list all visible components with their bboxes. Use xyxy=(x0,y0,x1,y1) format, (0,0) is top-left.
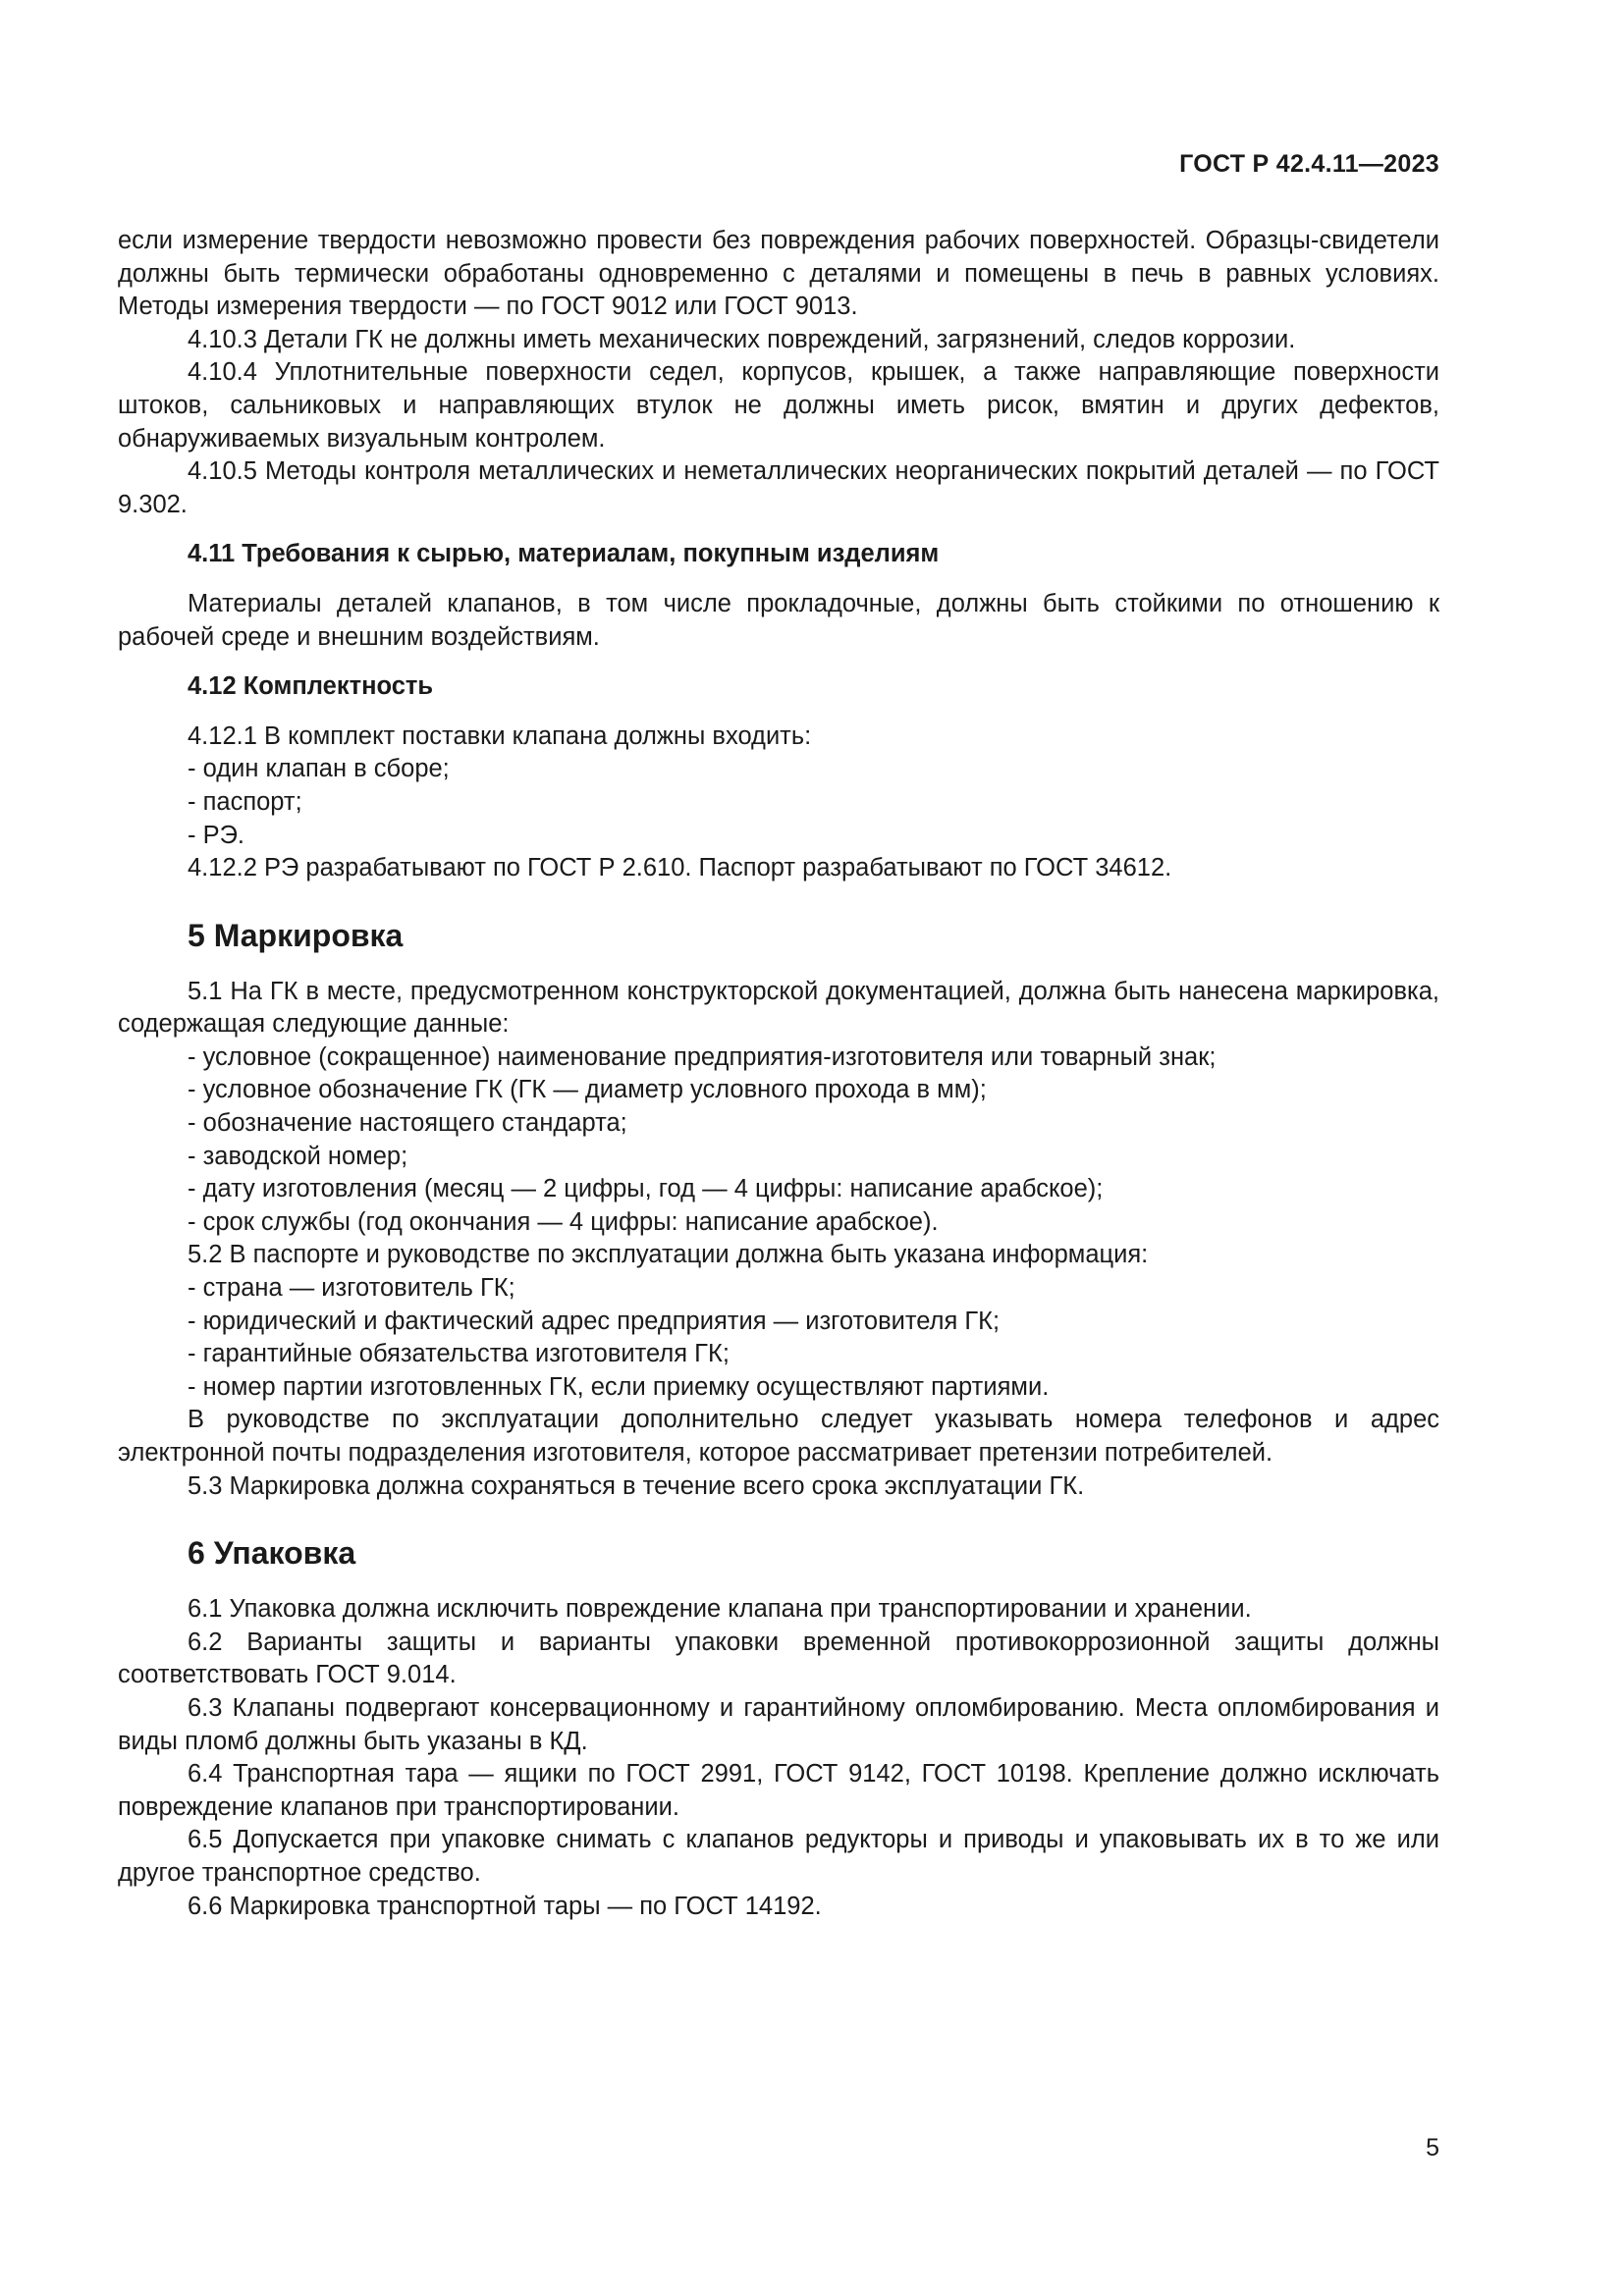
document-code-header: ГОСТ Р 42.4.11—2023 xyxy=(1179,150,1439,178)
section-heading-5: 5 Маркировка xyxy=(188,917,404,953)
document-page xyxy=(118,0,1439,2296)
section-heading-6: 6 Упаковка xyxy=(188,1535,356,1572)
paragraph-5-2-extra: В руководстве по эксплуатации дополнительно следует указывать номера телефонов и адрес электронной почты подразделения изготовителя, которое рассматривает претензии потребителей. xyxy=(118,1406,1439,1467)
paragraph-6-3: 6.3 Клапаны подвергают консервационному и гарантийному опломбированию. Места опломбирования и виды пломб должны быть указаны в КД. xyxy=(118,1693,1439,1755)
paragraph-4-11-body: Материалы деталей клапанов, в том числе прокладочные, должны быть стойкими по отношению к рабочей среде и внешним воздействиям. xyxy=(118,589,1439,651)
paragraph-4-10-continuation: если измерение твердости невозможно провести без повреждения рабочих поверхностей. Образцы-свидетели должны быть термически обработаны одновременно с деталями и помещены в печь в равных условиях. Методы измерения твердости — по ГОСТ 9012 или ГОСТ 9013. xyxy=(118,227,1439,321)
list-item: - один клапан в сборе; xyxy=(188,755,450,783)
paragraph-5-3: 5.3 Маркировка должна сохраняться в течение всего срока эксплуатации ГК. xyxy=(188,1471,1085,1500)
paragraph-6-1: 6.1 Упаковка должна исключить повреждение клапана при транспортировании и хранении. xyxy=(188,1595,1252,1624)
document-body xyxy=(118,225,1439,1923)
list-item: - срок службы (год окончания — 4 цифры: написание арабское). xyxy=(188,1207,939,1236)
paragraph-5-1: 5.1 На ГК в месте, предусмотренном конструкторской документацией, должна быть нанесена маркировка, содержащая следующие данные: xyxy=(118,977,1439,1039)
list-item: - номер партии изготовленных ГК, если приемку осуществляют партиями. xyxy=(188,1372,1050,1401)
list-item: - обозначение настоящего стандарта; xyxy=(188,1109,627,1138)
paragraph-4-10-3: 4.10.3 Детали ГК не должны иметь механических повреждений, загрязнений, следов коррозии. xyxy=(188,325,1296,353)
list-item: - РЭ. xyxy=(188,821,244,849)
list-item: - условное (сокращенное) наименование предприятия-изготовителя или товарный знак; xyxy=(188,1042,1217,1071)
heading-4-11: 4.11 Требования к сырью, материалам, покупным изделиям xyxy=(188,540,940,568)
list-item: - паспорт; xyxy=(188,787,302,816)
page-number: 5 xyxy=(1426,2134,1439,2162)
paragraph-4-10-5: 4.10.5 Методы контроля металлических и неметаллических неорганических покрытий деталей — по ГОСТ 9.302. xyxy=(118,457,1439,518)
list-item: - условное обозначение ГК (ГК — диаметр условного прохода в мм); xyxy=(188,1076,987,1104)
list-item: - юридический и фактический адрес предприятия — изготовителя ГК; xyxy=(188,1307,1001,1335)
list-item: - страна — изготовитель ГК; xyxy=(188,1274,515,1303)
paragraph-4-12-2: 4.12.2 РЭ разрабатывают по ГОСТ Р 2.610. Паспорт разрабатывают по ГОСТ 34612. xyxy=(188,854,1172,882)
paragraph-5-2: 5.2 В паспорте и руководстве по эксплуатации должна быть указана информация: xyxy=(188,1241,1149,1269)
paragraph-4-10-4: 4.10.4 Уплотнительные поверхности седел, корпусов, крышек, а также направляющие поверхности штоков, сальниковых и направляющих втулок не должны иметь рисок, вмятин и других дефектов, обнаруживаемых визуальным контролем. xyxy=(118,358,1439,453)
paragraph-6-5: 6.5 Допускается при упаковке снимать с клапанов редукторы и приводы и упаковывать их в то же или другое транспортное средство. xyxy=(118,1826,1439,1887)
heading-4-12: 4.12 Комплектность xyxy=(188,672,434,701)
paragraph-6-2: 6.2 Варианты защиты и варианты упаковки временной противокоррозионной защиты должны соответствовать ГОСТ 9.014. xyxy=(118,1628,1439,1689)
paragraph-6-6: 6.6 Маркировка транспортной тары — по ГОСТ 14192. xyxy=(188,1892,822,1920)
paragraph-6-4: 6.4 Транспортная тара — ящики по ГОСТ 2991, ГОСТ 9142, ГОСТ 10198. Крепление должно исключать повреждение клапанов при транспортировании. xyxy=(118,1760,1439,1821)
list-item: - дату изготовления (месяц — 2 цифры, год — 4 цифры: написание арабское); xyxy=(188,1175,1104,1203)
list-item: - заводской номер; xyxy=(188,1142,408,1170)
paragraph-4-12-1: 4.12.1 В комплект поставки клапана должны входить: xyxy=(188,721,812,750)
list-item: - гарантийные обязательства изготовителя ГК; xyxy=(188,1340,730,1368)
